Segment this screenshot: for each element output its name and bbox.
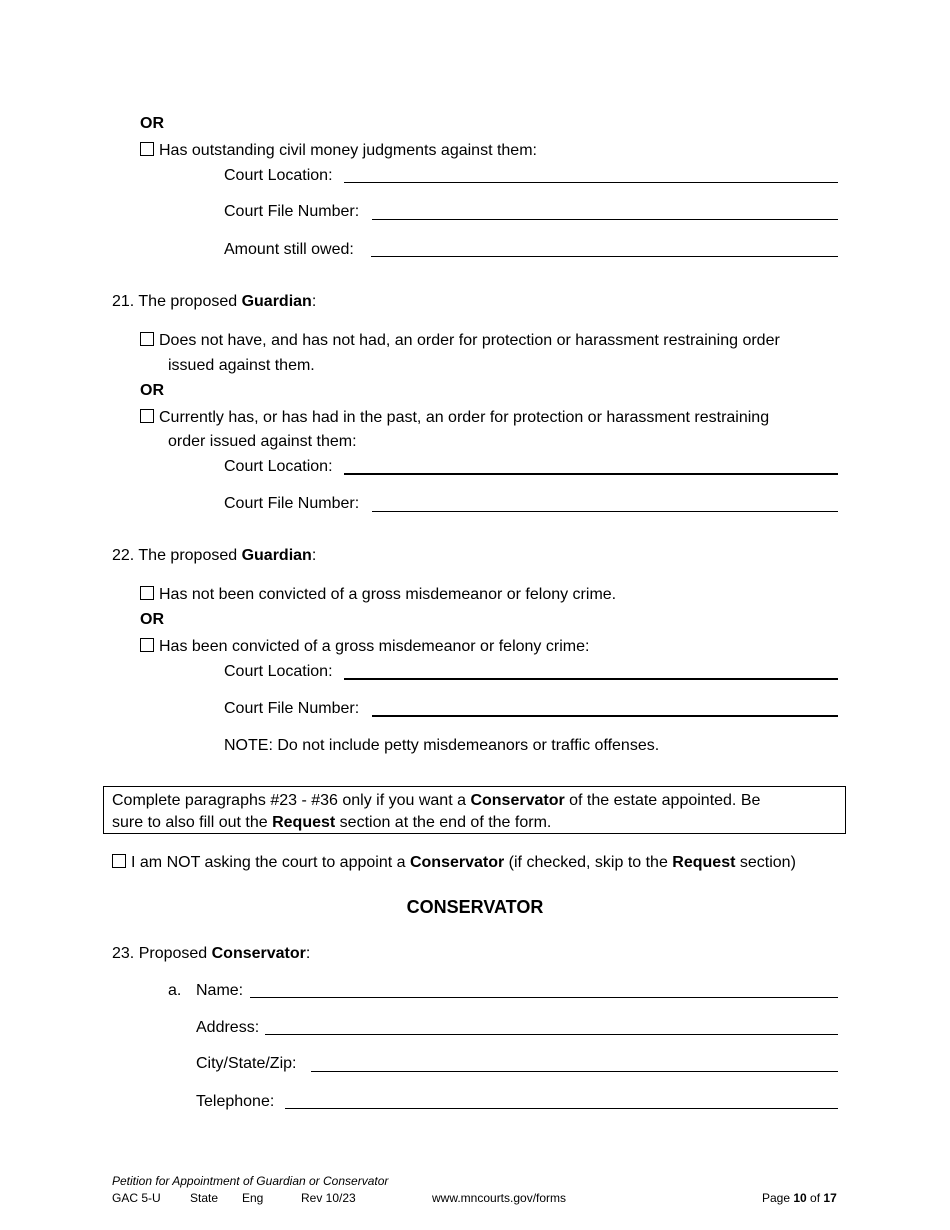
not-asking-checkbox[interactable]: [112, 854, 126, 868]
notice-line-2: [112, 812, 837, 834]
notice-text: Complete paragraphs #23 - #36 only if you want a: [112, 792, 471, 809]
conservator-word: Conservator: [409, 854, 505, 871]
q21-option-2: [140, 408, 769, 428]
court-location-label: Court Location:: [224, 167, 333, 184]
footer-state: State: [190, 1191, 219, 1205]
civil-judgments-label: Has outstanding civil money judgments against them:: [159, 142, 537, 159]
question-22-prefix: 22. The proposed: [112, 547, 242, 564]
question-21-heading: [112, 292, 316, 312]
court-file-number-field[interactable]: [372, 715, 838, 717]
page-total: 17: [823, 1191, 837, 1205]
q21-option-2-text-cont: order issued against them:: [168, 433, 357, 450]
question-22-heading: [112, 546, 316, 566]
court-location-label: Court Location:: [224, 458, 333, 475]
amount-owed-label: Amount still owed:: [224, 241, 354, 258]
q21-option-1: [140, 331, 780, 351]
conservator-word: Conservator: [211, 945, 306, 962]
city-state-zip-label: City/State/Zip:: [196, 1055, 297, 1072]
notice-text: sure to also fill out the: [112, 814, 273, 831]
q22-option-1-checkbox[interactable]: [140, 586, 154, 600]
address-field[interactable]: [265, 1034, 838, 1035]
footer-language: Eng: [242, 1191, 264, 1205]
colon: :: [311, 547, 317, 564]
q22-option-1-text: Has not been convicted of a gross misdemeanor or felony crime.: [159, 586, 617, 603]
notice-text: section at the end of the form.: [335, 814, 552, 831]
footer-form-title: Petition for Appointment of Guardian or Conservator: [112, 1174, 389, 1188]
colon: :: [311, 293, 317, 310]
footer-revision: Rev 10/23: [301, 1191, 356, 1205]
item-a-marker: a.: [168, 982, 182, 999]
notice-text: of the estate appointed. Be: [564, 792, 761, 809]
civil-judgments-checkbox[interactable]: [140, 142, 154, 156]
civil-judgments-option: [140, 141, 537, 161]
section-title: CONSERVATOR: [406, 897, 544, 917]
court-location-field[interactable]: [344, 182, 838, 183]
court-file-number-label: Court File Number:: [224, 495, 360, 512]
court-file-number-field[interactable]: [372, 511, 838, 512]
court-location-field[interactable]: [344, 473, 838, 475]
note-text: NOTE: Do not include petty misdemeanors or traffic offenses.: [224, 737, 660, 754]
court-location-field[interactable]: [344, 678, 838, 680]
request-word: Request: [672, 854, 736, 871]
not-asking-text: section): [735, 854, 796, 871]
telephone-label: Telephone:: [196, 1093, 275, 1110]
amount-owed-field[interactable]: [371, 256, 838, 257]
or-label: OR: [140, 382, 164, 399]
name-label: Name:: [196, 982, 244, 999]
page-current: 10: [793, 1191, 807, 1205]
question-23-prefix: 23. Proposed: [112, 945, 212, 962]
q21-option-2-checkbox[interactable]: [140, 409, 154, 423]
colon: :: [305, 945, 311, 962]
q21-option-1-checkbox[interactable]: [140, 332, 154, 346]
court-file-number-field[interactable]: [372, 219, 838, 220]
court-file-number-label: Court File Number:: [224, 203, 360, 220]
footer-url[interactable]: www.mncourts.gov/forms: [432, 1191, 567, 1205]
q21-option-1-text: Does not have, and has not had, an order for protection or harassment restraining order: [159, 332, 780, 349]
footer-form-code: GAC 5-U: [112, 1191, 161, 1205]
q21-option-1-text-cont: issued against them.: [168, 357, 315, 374]
question-21-prefix: 21. The proposed: [112, 293, 242, 310]
name-field[interactable]: [250, 997, 838, 998]
notice-line-1: [112, 790, 837, 812]
or-label: OR: [140, 611, 164, 628]
conservator-notice-box: [103, 786, 846, 834]
conservator-word: Conservator: [470, 792, 565, 809]
of-word: of: [806, 1191, 824, 1205]
q22-option-2: [140, 637, 589, 657]
q22-option-2-text: Has been convicted of a gross misdemeanor or felony crime:: [159, 638, 590, 655]
q21-option-2-text: Currently has, or has had in the past, an order for protection or harassment restraining: [159, 409, 770, 426]
or-label: OR: [140, 115, 164, 132]
request-word: Request: [272, 814, 336, 831]
telephone-field[interactable]: [285, 1108, 838, 1109]
not-asking-option: [112, 853, 796, 873]
guardian-word: Guardian: [241, 293, 312, 310]
page-word: Page: [762, 1191, 794, 1205]
q22-option-2-checkbox[interactable]: [140, 638, 154, 652]
court-file-number-label: Court File Number:: [224, 700, 360, 717]
footer-page-number: [762, 1190, 837, 1206]
question-23-heading: [112, 944, 310, 964]
address-label: Address:: [196, 1019, 260, 1036]
q22-option-1: [140, 585, 616, 605]
city-state-zip-field[interactable]: [311, 1071, 838, 1072]
guardian-word: Guardian: [241, 547, 312, 564]
not-asking-text: (if checked, skip to the: [504, 854, 673, 871]
court-location-label: Court Location:: [224, 663, 333, 680]
not-asking-text: I am NOT asking the court to appoint a: [131, 854, 410, 871]
